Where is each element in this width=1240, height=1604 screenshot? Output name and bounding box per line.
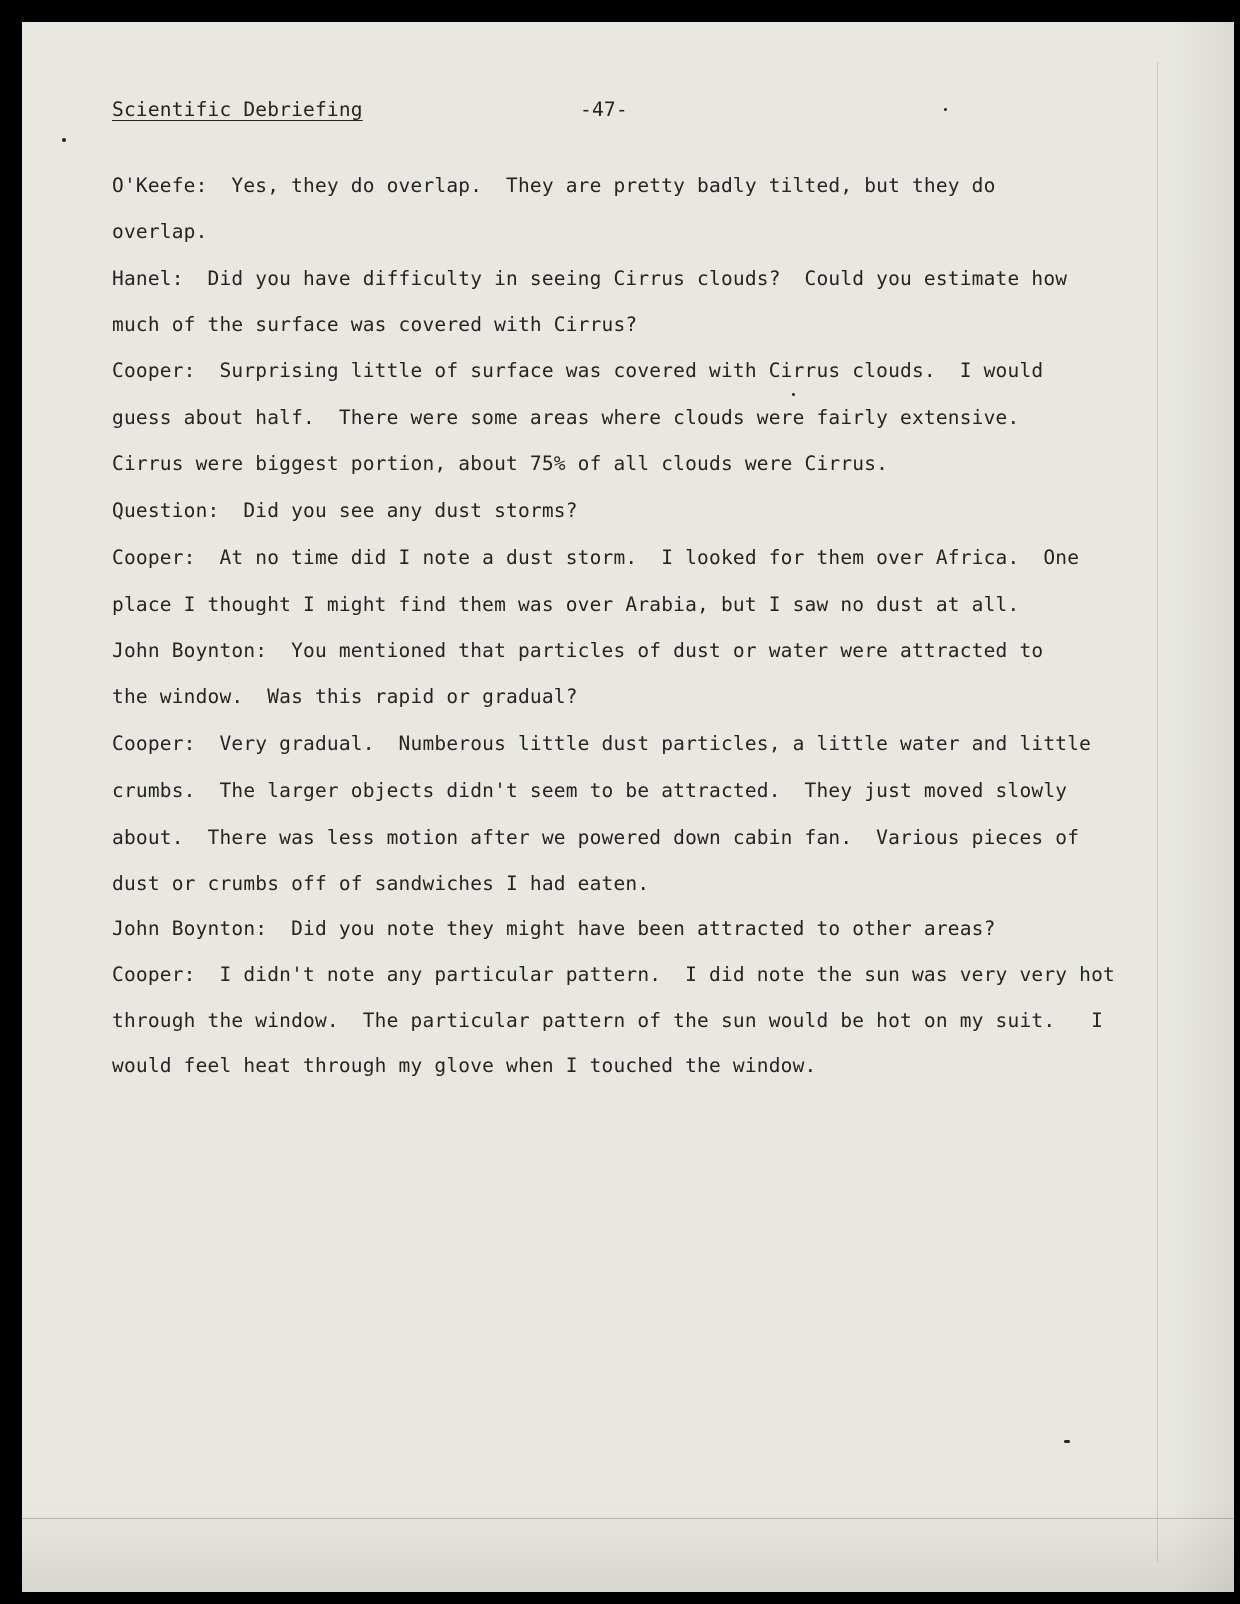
transcript-line: through the window. The particular pattern of the sun would be hot on my suit. I <box>112 1009 1104 1032</box>
transcript-line: Cirrus were biggest portion, about 75% of all clouds were Cirrus. <box>112 452 889 475</box>
transcript-line: the window. Was this rapid or gradual? <box>112 685 578 708</box>
transcript-line: crumbs. The larger objects didn't seem to be attracted. They just moved slowly <box>112 779 1068 802</box>
transcript-line: John Boynton: You mentioned that particles of dust or water were attracted to <box>112 639 1044 662</box>
transcript-line: about. There was less motion after we powered down cabin fan. Various pieces of <box>112 826 1080 849</box>
transcript-line: dust or crumbs off of sandwiches I had eaten. <box>112 872 650 895</box>
transcript-line: guess about half. There were some areas where clouds were fairly extensive. <box>112 406 1020 429</box>
typed-page <box>22 22 1234 1592</box>
transcript-line: Hanel: Did you have difficulty in seeing Cirrus clouds? Could you estimate how <box>112 267 1068 290</box>
paper-speck <box>62 138 66 142</box>
transcript-line: Cooper: Surprising little of surface was covered with Cirrus clouds. I would <box>112 359 1044 382</box>
transcript-line: O'Keefe: Yes, they do overlap. They are pretty badly tilted, but they do <box>112 174 996 197</box>
transcript-line: place I thought I might find them was over Arabia, but I saw no dust at all. <box>112 593 1020 616</box>
transcript-line: much of the surface was covered with Cirrus? <box>112 313 638 336</box>
paper-edge-shadow <box>1157 62 1158 1562</box>
paper-speck <box>944 108 947 111</box>
paper-speck <box>792 393 795 396</box>
page-number: -47- <box>580 98 628 121</box>
transcript-line: Cooper: Very gradual. Numberous little dust particles, a little water and little <box>112 732 1092 755</box>
transcript-line: overlap. <box>112 220 208 243</box>
transcript-line: Question: Did you see any dust storms? <box>112 499 578 522</box>
paper-speck <box>1064 1440 1070 1443</box>
transcript-line: Cooper: At no time did I note a dust storm. I looked for them over Africa. One <box>112 546 1080 569</box>
paper-fold-line <box>22 1518 1234 1519</box>
document-title: Scientific Debriefing <box>112 98 363 121</box>
transcript-line: John Boynton: Did you note they might have been attracted to other areas? <box>112 917 996 940</box>
transcript-line: would feel heat through my glove when I touched the window. <box>112 1054 817 1077</box>
transcript-line: Cooper: I didn't note any particular pattern. I did note the sun was very very hot <box>112 963 1115 986</box>
